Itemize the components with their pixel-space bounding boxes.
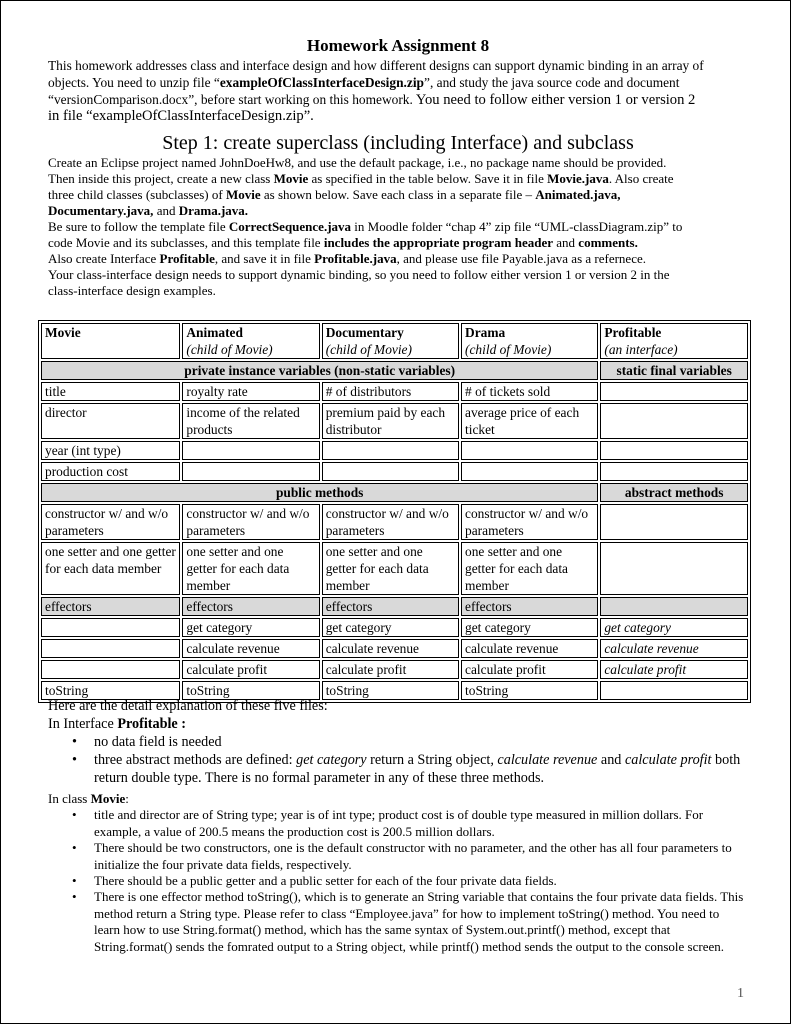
table-row — [41, 441, 748, 460]
table-row — [41, 504, 748, 540]
interface-heading: In Interface Profitable : — [48, 716, 186, 732]
table-cell — [600, 504, 748, 540]
table-cell: constructor w/ and w/o parameters — [182, 504, 319, 540]
table-cell: toString — [182, 681, 319, 700]
list-item: • title and director are of String type; year is of int type; product cost is of double type measured in million dollars. For example, a value of 200.5 means the production cost is 200.5 million dollars. — [94, 807, 748, 840]
table-cell — [600, 382, 748, 401]
table-row — [41, 462, 748, 481]
table-row — [41, 403, 748, 439]
table-cell: director — [41, 403, 180, 439]
table-cell: calculate profit — [600, 660, 748, 679]
table-cell — [461, 441, 598, 460]
document-body — [48, 36, 748, 299]
list-item: • There is one effector method toString(), which is to generate an String variable that contains the four private data fields. This method return a String type. Please refer to class “Employee.java” for how to implement toString() method. You need to learn how to use String.format() method, which has the same syntax of System.out.printf() method, except that String.format() sends the fomrated output to a String object, while printf() method sends the output to the console screen. — [94, 889, 748, 955]
table-cell: royalty rate — [182, 382, 319, 401]
column-header: Documentary (child of Movie) — [322, 323, 459, 359]
movie-heading: In class Movie: — [48, 791, 129, 806]
table-cell: calculate revenue — [600, 639, 748, 658]
table-cell — [322, 462, 459, 481]
movie-bullets — [48, 807, 748, 955]
table-cell: effectors — [182, 597, 319, 616]
table-row — [41, 639, 748, 658]
table-cell — [41, 660, 180, 679]
table-cell: calculate profit — [322, 660, 459, 679]
table-cell — [182, 462, 319, 481]
table-cell: calculate profit — [182, 660, 319, 679]
table-row — [41, 542, 748, 595]
list-item: • There should be two constructors, one is the default constructor with no parameter, and the other has all four parameters to initialize the four private data fields, respectively. — [94, 840, 748, 873]
table-row — [41, 597, 748, 616]
table-cell: get category — [182, 618, 319, 637]
list-item: • three abstract methods are defined: get category return a String object, calculate revenue and calculate profit both return double type. There is no formal parameter in any of these three methods. — [94, 751, 748, 787]
table-cell: calculate revenue — [322, 639, 459, 658]
table-cell: effectors — [322, 597, 459, 616]
table-cell — [600, 542, 748, 595]
table-cell — [600, 403, 748, 439]
class-design-table — [38, 320, 751, 703]
table-cell: one setter and one getter for each data member — [461, 542, 598, 595]
interface-bullets — [48, 733, 748, 787]
step1-line: class-interface design examples. — [48, 283, 216, 299]
intro-line: objects. You need to unzip file “exampleOfClassInterfaceDesign.zip”, and study the java source code and document — [48, 74, 680, 90]
step1-line: code Movie and its subclasses, and this template file includes the appropriate program header and comments. — [48, 235, 638, 251]
document-title: Homework Assignment 8 — [306, 36, 490, 55]
detail-intro: Here are the detail explanation of these five files: — [48, 698, 328, 714]
step1-line: Then inside this project, create a new class Movie as specified in the table below. Save it in file Movie.java. Also create — [48, 171, 674, 187]
list-item: • There should be a public getter and a public setter for each of the four private data fields. — [94, 873, 748, 889]
table-cell: get category — [322, 618, 459, 637]
table-cell: year (int type) — [41, 441, 180, 460]
step1-line: Also create Interface Profitable, and save it in file Profitable.java, and please use file Payable.java as a refernece. — [48, 251, 646, 267]
intro-line: This homework addresses class and interface design and how different designs can support dynamic binding in an array of — [48, 58, 704, 73]
intro-line: “versionComparison.docx”, before start working on this homework. You need to follow either version 1 or version 2 — [48, 91, 696, 108]
table-cell — [41, 618, 180, 637]
table-cell — [322, 441, 459, 460]
table-cell — [461, 462, 598, 481]
table-cell: get category — [461, 618, 598, 637]
detail-section — [48, 697, 748, 955]
intro-paragraph — [48, 58, 748, 125]
table-cell: constructor w/ and w/o parameters — [41, 504, 180, 540]
table-cell — [600, 441, 748, 460]
table-section-row — [41, 483, 748, 502]
step1-line: Create an Eclipse project named JohnDoeHw8, and use the default package, i.e., no package name should be provided. — [48, 155, 667, 171]
table-cell — [182, 441, 319, 460]
table-row — [41, 618, 748, 637]
table-cell: calculate revenue — [182, 639, 319, 658]
section-label: abstract methods — [600, 483, 748, 502]
page-number: 1 — [737, 986, 744, 1001]
table-cell: one setter and one getter for each data member — [182, 542, 319, 595]
step1-line: Be sure to follow the template file CorrectSequence.java in Moodle folder “chap 4” zip file “UML-classDiagram.zip” to — [48, 219, 683, 235]
table-cell — [600, 597, 748, 616]
table-cell: calculate revenue — [461, 639, 598, 658]
table-header-row — [41, 323, 748, 359]
table-cell: toString — [322, 681, 459, 700]
table-cell: constructor w/ and w/o parameters — [461, 504, 598, 540]
step1-paragraph — [48, 155, 748, 299]
table-row — [41, 382, 748, 401]
table-section-row — [41, 361, 748, 380]
table-cell: # of tickets sold — [461, 382, 598, 401]
table-cell: toString — [41, 681, 180, 700]
table-row — [41, 660, 748, 679]
table-cell: one setter and one getter for each data member — [322, 542, 459, 595]
table-cell: calculate profit — [461, 660, 598, 679]
column-header: Profitable (an interface) — [600, 323, 748, 359]
table-cell: get category — [600, 618, 748, 637]
table-cell: toString — [461, 681, 598, 700]
table-cell: income of the related products — [182, 403, 319, 439]
table-cell: one setter and one getter for each data member — [41, 542, 180, 595]
table-cell — [600, 462, 748, 481]
table-cell: average price of each ticket — [461, 403, 598, 439]
intro-line: in file “exampleOfClassInterfaceDesign.zip”. — [48, 108, 314, 125]
table-cell: premium paid by each distributor — [322, 403, 459, 439]
table-cell: production cost — [41, 462, 180, 481]
table-cell: title — [41, 382, 180, 401]
table-cell: constructor w/ and w/o parameters — [322, 504, 459, 540]
section-label: public methods — [41, 483, 598, 502]
step1-heading: Step 1: create superclass (including Interface) and subclass — [162, 132, 634, 155]
step1-line: three child classes (subclasses) of Movie as shown below. Save each class in a separate file – Animated.java, — [48, 187, 621, 203]
table-cell: effectors — [41, 597, 180, 616]
list-item: • no data field is needed — [94, 733, 748, 751]
step1-line: Your class-interface design needs to support dynamic binding, so you need to follow either version 1 or version 2 in the — [48, 267, 670, 283]
table-cell: effectors — [461, 597, 598, 616]
column-header: Movie — [41, 323, 180, 359]
table-cell: # of distributors — [322, 382, 459, 401]
section-label: private instance variables (non-static variables) — [41, 361, 598, 380]
table-cell — [41, 639, 180, 658]
step1-line: Documentary.java, and Drama.java. — [48, 203, 249, 219]
column-header: Drama (child of Movie) — [461, 323, 598, 359]
section-label: static final variables — [600, 361, 748, 380]
column-header: Animated (child of Movie) — [182, 323, 319, 359]
